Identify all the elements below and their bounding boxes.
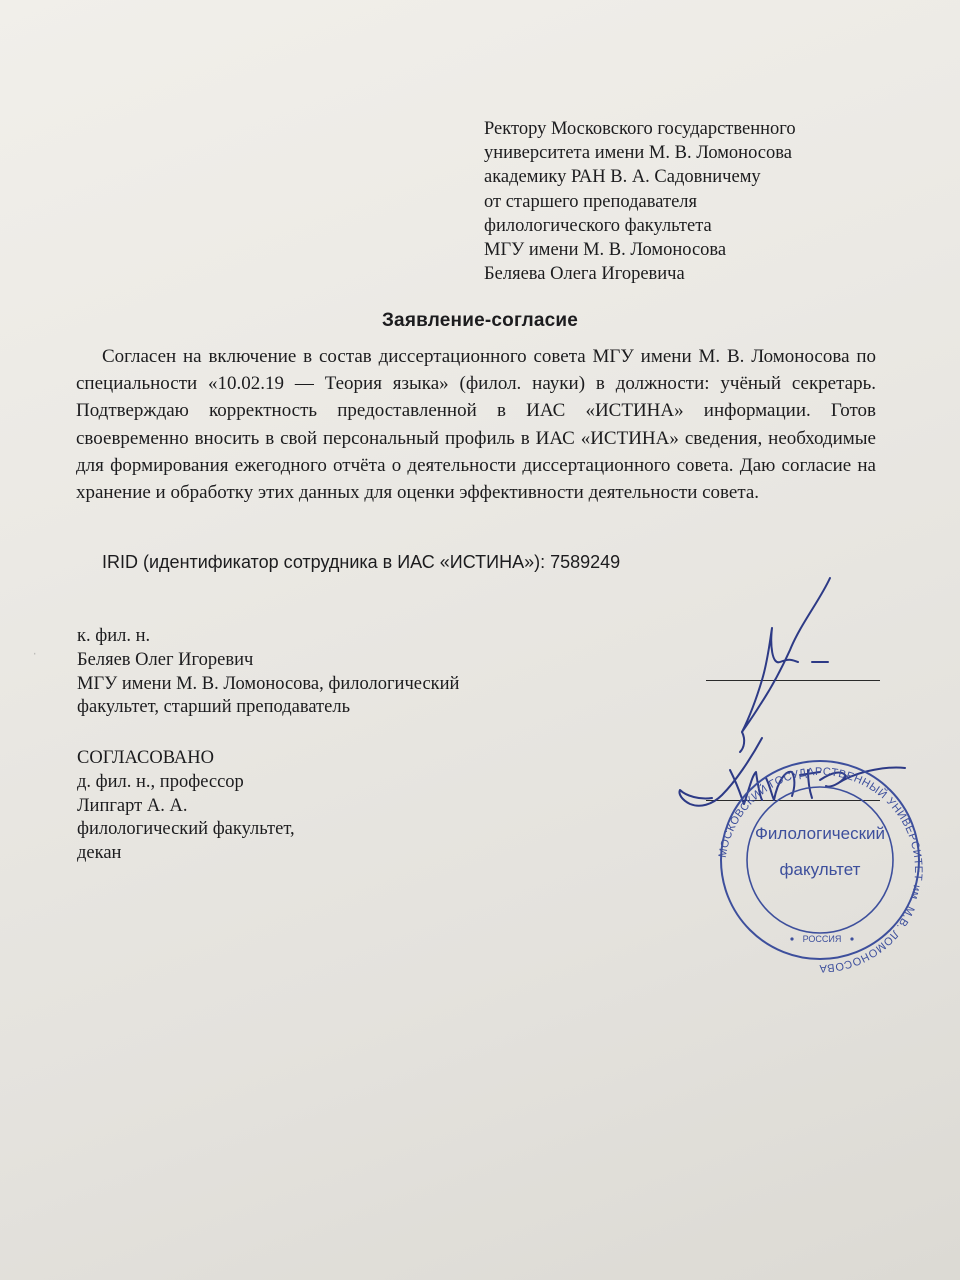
irid-line: IRID (идентификатор сотрудника в ИАС «ИСТИНА»): 7589249	[102, 552, 621, 572]
document-body: Согласен на включение в состав диссертационного совета МГУ имени М. В. Ломоносова по специальности «10.02.19 — Теория языка» (филол. науки) в должности: учёный секретарь. Подтверждаю корректность предоставленной в ИАС «ИСТИНА» информации. Готов своевременно вносить в свой персональный профиль в ИАС «ИСТИНА» сведения, необходимые для формирования ежегодного отчёта о деятельности диссертационного совета. Даю согласие на хранение и обработку этих данных для оценки эффективности деятельности совета.	[76, 346, 876, 504]
addressee-line: Ректору Московского государственного	[484, 119, 796, 139]
addressee-line: Беляева Олега Игоревича	[484, 264, 685, 285]
addressee-line: академику РАН В. А. Садовничему	[484, 167, 761, 188]
document-title: Заявление-согласие	[381, 310, 579, 331]
faculty-stamp	[717, 761, 924, 974]
stamp-center-line-2: факультет	[779, 860, 861, 879]
addressee-line: от старшего преподавателя	[484, 191, 698, 212]
approval-heading: СОГЛАСОВАНО	[77, 748, 214, 768]
stamp-ring-text: МОСКОВСКИЙ ГОСУДАРСТВЕННЫЙ УНИВЕРСИТЕТ им. М.В. ЛОМОНОСОВА	[716, 765, 925, 975]
signer-signature	[740, 578, 830, 752]
stamp-dot-right	[850, 937, 853, 940]
addressee-line: МГУ имени М. В. Ломоносова	[484, 240, 727, 261]
approval-degree: д. фил. н., профессор	[77, 771, 244, 792]
stamp-bottom-text: РОССИЯ	[802, 934, 842, 944]
approval-faculty: филологический факультет,	[77, 819, 295, 840]
signer-degree: к. фил. н.	[77, 626, 151, 646]
signer-name: Беляев Олег Игоревич	[77, 649, 254, 670]
stamp-dot-left	[790, 937, 793, 940]
signer-affiliation: МГУ имени М. В. Ломоносова, филологический	[77, 673, 460, 694]
addressee-line: университета имени М. В. Ломоносова	[484, 143, 792, 164]
addressee-line: филологического факультета	[484, 215, 712, 236]
approval-position: декан	[77, 843, 122, 864]
margin-tick: ˈ	[33, 651, 37, 663]
approval-name: Липгарт А. А.	[77, 795, 188, 816]
signer-position: факультет, старший преподаватель	[77, 697, 351, 718]
stamp-center-line-1: Филологический	[754, 824, 886, 843]
